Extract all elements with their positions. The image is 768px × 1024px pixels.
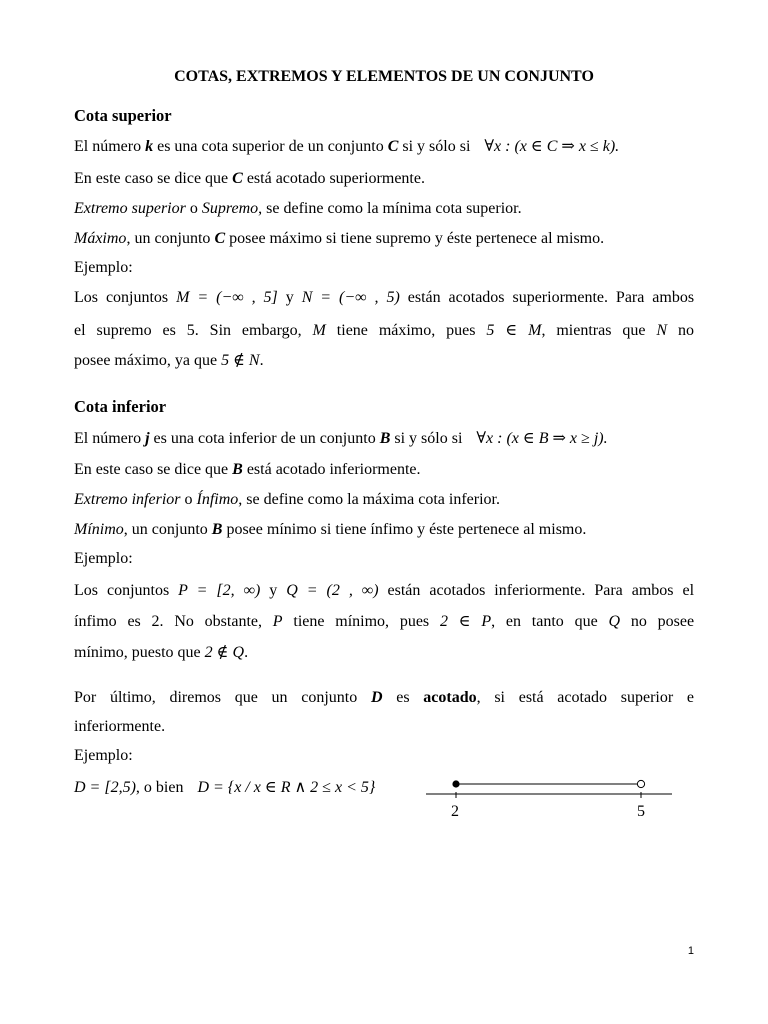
- acotado-line1: Por último, diremos que un conjunto D es acotado, si está acotado superior e: [74, 689, 695, 706]
- sup-formula: ∀x : (x ∈ C ⇒ x ≤ k).: [484, 138, 620, 155]
- inf-line2: En este caso se dice que B está acotado inferiormente.: [74, 461, 421, 478]
- sup-definition: El número k es una cota superior de un conjunto C si y sólo si ∀x : (x ∈ C ⇒ x ≤ k).: [74, 138, 620, 155]
- inf-example-line3: mínimo, puesto que 2 ∉ Q.: [74, 644, 249, 661]
- document-title: COTAS, EXTREMOS Y ELEMENTOS DE UN CONJUNTO: [174, 68, 594, 85]
- inf-ejemplo-label: Ejemplo:: [74, 550, 133, 567]
- sup-line4: Máximo, un conjunto C posee máximo si tiene supremo y éste pertenece al mismo.: [74, 230, 605, 247]
- sup-example-line3: posee máximo, ya que 5 ∉ N.: [74, 352, 264, 369]
- section-heading-cota-superior: Cota superior: [74, 106, 172, 125]
- inf-example-line2: ínfimo es 2. No obstante, P tiene mínimo, pues 2 ∈ P, en tanto que Q no posee: [74, 613, 695, 630]
- inf-definition: El número j es una cota inferior de un conjunto B si y sólo si ∀x : (x ∈ B ⇒ x ≥ j).: [74, 430, 608, 447]
- inf-line4: Mínimo, un conjunto B posee mínimo si tiene ínfimo y éste pertenece al mismo.: [74, 521, 587, 538]
- tick-label-right: 5: [637, 803, 645, 820]
- sup-ejemplo-label: Ejemplo:: [74, 259, 133, 276]
- acotado-ejemplo-label: Ejemplo:: [74, 747, 133, 764]
- inf-line3: Extremo inferior o Ínfimo, se define como la máxima cota inferior.: [74, 491, 500, 508]
- sup-example-line1: Los conjuntos M = (−∞ , 5] y N = (−∞ , 5) están acotados superiormente. Para ambos: [74, 289, 695, 306]
- closed-endpoint: [452, 780, 459, 787]
- acotado-example: D = [2,5), o bien D = {x / x ∈ R ∧ 2 ≤ x < 5}: [74, 779, 376, 796]
- acotado-line2: inferiormente.: [74, 718, 166, 735]
- sup-line2: En este caso se dice que C está acotado superiormente.: [74, 170, 425, 187]
- section-heading-cota-inferior: Cota inferior: [74, 397, 167, 416]
- sup-example-line2: el supremo es 5. Sin embargo, M tiene máximo, pues 5 ∈ M, mientras que N no: [74, 322, 694, 339]
- sup-line3: Extremo superior o Supremo, se define como la mínima cota superior.: [74, 200, 522, 217]
- tick-label-left: 2: [451, 803, 459, 820]
- inf-example-line1: Los conjuntos P = [2, ∞) y Q = (2 , ∞) están acotados inferiormente. Para ambos el: [74, 582, 695, 599]
- page-number: 1: [687, 945, 694, 957]
- inf-formula: ∀x : (x ∈ B ⇒ x ≥ j).: [476, 430, 608, 447]
- open-endpoint: [637, 780, 644, 787]
